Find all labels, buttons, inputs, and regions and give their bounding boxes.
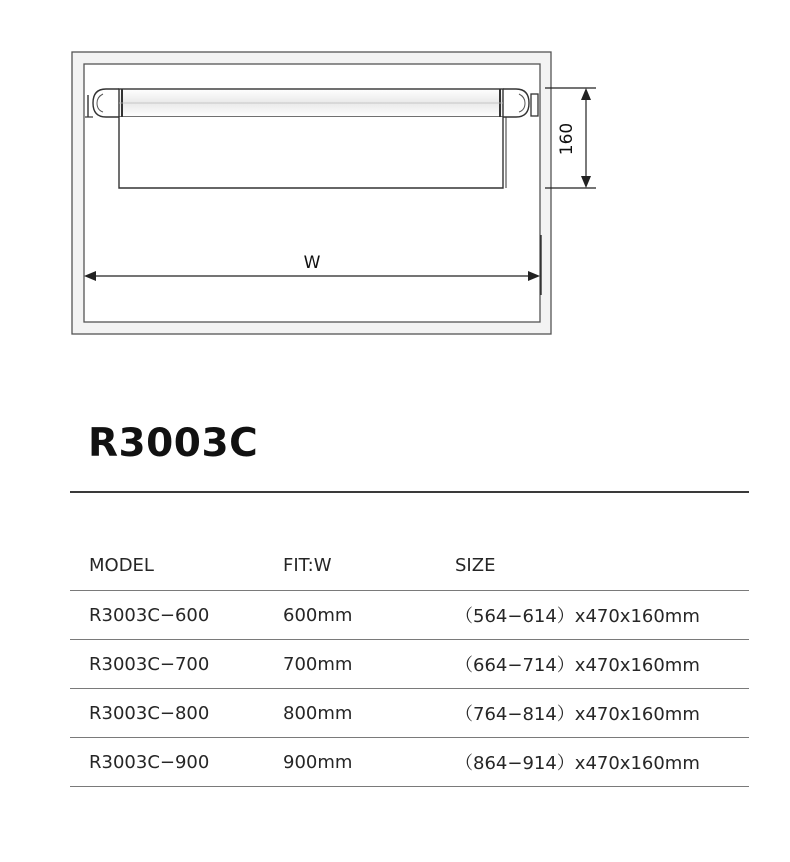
technical-drawing [0,0,790,400]
header-model: MODEL [70,541,283,591]
model-cell: R3003C−800 [70,689,283,738]
table-row [70,640,749,689]
size-cell: （564−614）x470x160mm [455,591,749,640]
height-dimension [545,88,596,188]
table-row [70,591,749,640]
height-label: 160 [557,122,577,156]
fit-cell: 800mm [283,689,455,738]
model-cell: R3003C−700 [70,640,283,689]
table-row [70,689,749,738]
fit-cell: 600mm [283,591,455,640]
header-size: SIZE [455,541,749,591]
fit-cell: 700mm [283,640,455,689]
size-cell: （664−714）x470x160mm [455,640,749,689]
table-header-row [70,541,749,591]
model-cell: R3003C−900 [70,738,283,787]
pull-out-rail [85,89,538,188]
product-title: R3003C [88,421,259,466]
width-label: W [303,253,321,273]
model-cell: R3003C−600 [70,591,283,640]
header-fit: FIT:W [283,541,455,591]
fit-cell: 900mm [283,738,455,787]
spec-table [70,541,749,787]
size-cell: （864−914）x470x160mm [455,738,749,787]
size-cell: （764−814）x470x160mm [455,689,749,738]
title-divider [70,491,749,493]
table-row [70,738,749,787]
